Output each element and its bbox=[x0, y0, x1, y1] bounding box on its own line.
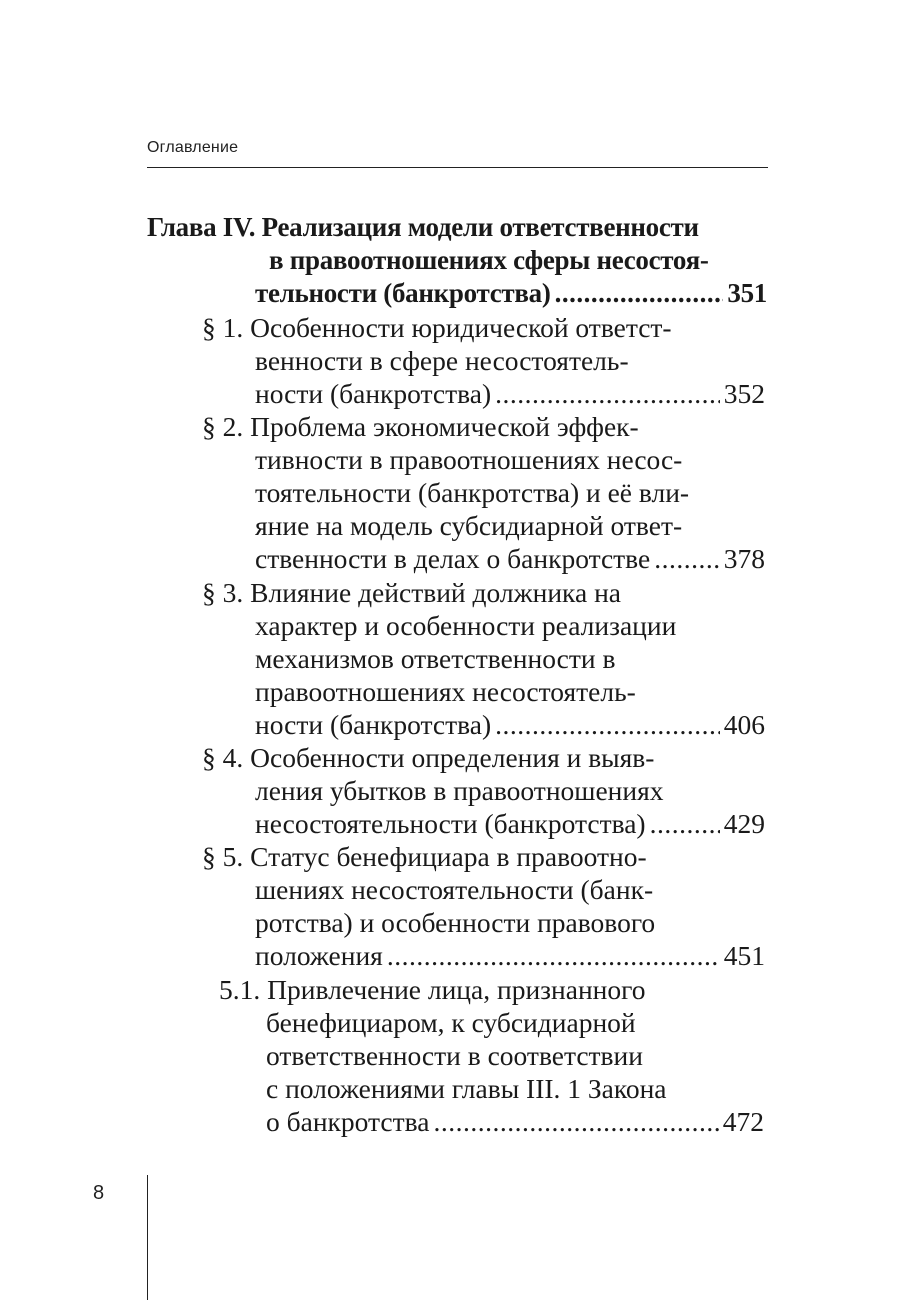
leader-dots bbox=[433, 1105, 718, 1138]
toc-leader-line bbox=[255, 377, 765, 410]
header-rule bbox=[147, 167, 768, 168]
page-number: 451 bbox=[723, 940, 765, 971]
toc-line: характер и особенности реализации bbox=[255, 610, 677, 641]
toc-line: яние на модель субсидиарной ответ- bbox=[255, 510, 683, 541]
folio-rule bbox=[147, 1175, 148, 1300]
toc-line-text: о банкротства bbox=[266, 1106, 430, 1137]
toc-line-text: ственности в делах о банкротстве bbox=[255, 543, 651, 574]
leader-dots bbox=[650, 807, 720, 840]
toc-line: механизмов ответственности в bbox=[255, 643, 616, 674]
toc-leader-line bbox=[255, 807, 765, 840]
toc-line: правоотношениях несостоятель- bbox=[255, 676, 636, 707]
toc-line-text: ности (банкротства) bbox=[255, 378, 492, 409]
toc-leader-line bbox=[255, 708, 765, 741]
leader-dots bbox=[387, 939, 720, 972]
toc-line: § 1. Особенности юридической ответст- bbox=[202, 312, 672, 343]
page-folio: 8 bbox=[93, 1182, 105, 1204]
toc-leader-line bbox=[266, 1105, 764, 1138]
toc-line: тивности в правоотношениях несос- bbox=[255, 444, 683, 475]
toc-leader-line bbox=[255, 542, 765, 575]
toc-line: бенефициаром, к субсидиарной bbox=[266, 1007, 636, 1038]
leader-dots bbox=[555, 277, 724, 310]
page-number: 429 bbox=[723, 808, 765, 839]
toc-line: тоятельности (банкротства) и её вли- bbox=[255, 477, 690, 508]
page-number: 378 bbox=[723, 543, 765, 574]
running-head: Оглавление bbox=[147, 139, 239, 156]
toc-line-text: тельности (банкротства) bbox=[255, 278, 551, 308]
leader-dots bbox=[495, 708, 720, 741]
toc-line-text: положения bbox=[255, 940, 383, 971]
toc-line: в правоотношениях сферы несостоя- bbox=[269, 245, 709, 275]
toc-line-text: ности (банкротства) bbox=[255, 709, 492, 740]
toc-line: шениях несостоятельности (банк- bbox=[255, 874, 654, 905]
toc-leader-line bbox=[255, 277, 767, 310]
page-number: 472 bbox=[722, 1106, 764, 1137]
toc-line: ротства) и особенности правового bbox=[255, 907, 656, 938]
page-number: 406 bbox=[723, 709, 765, 740]
toc-line: ответственности в соответствии bbox=[266, 1040, 643, 1071]
toc-line: 5.1. Привлечение лица, признанного bbox=[219, 974, 646, 1005]
toc-line: Глава IV. Реализация модели ответственности bbox=[147, 212, 699, 242]
toc-line: ления убытков в правоотношениях bbox=[255, 775, 664, 806]
toc-leader-line bbox=[255, 939, 765, 972]
toc-line: § 2. Проблема экономической эффек- bbox=[202, 411, 639, 442]
page-number: 351 bbox=[727, 278, 767, 308]
toc-line: § 4. Особенности определения и выяв- bbox=[202, 742, 655, 773]
toc-line: § 5. Статус бенефициара в правоотно- bbox=[202, 841, 647, 872]
page-number: 352 bbox=[723, 378, 765, 409]
leader-dots bbox=[654, 542, 720, 575]
leader-dots bbox=[495, 377, 720, 410]
toc-line: § 3. Влияние действий должника на bbox=[202, 577, 621, 608]
toc-line: венности в сфере несостоятель- bbox=[255, 345, 629, 376]
toc-line: с положениями главы III. 1 Закона bbox=[266, 1073, 667, 1104]
toc-line-text: несостоятельности (банкротства) bbox=[255, 808, 646, 839]
